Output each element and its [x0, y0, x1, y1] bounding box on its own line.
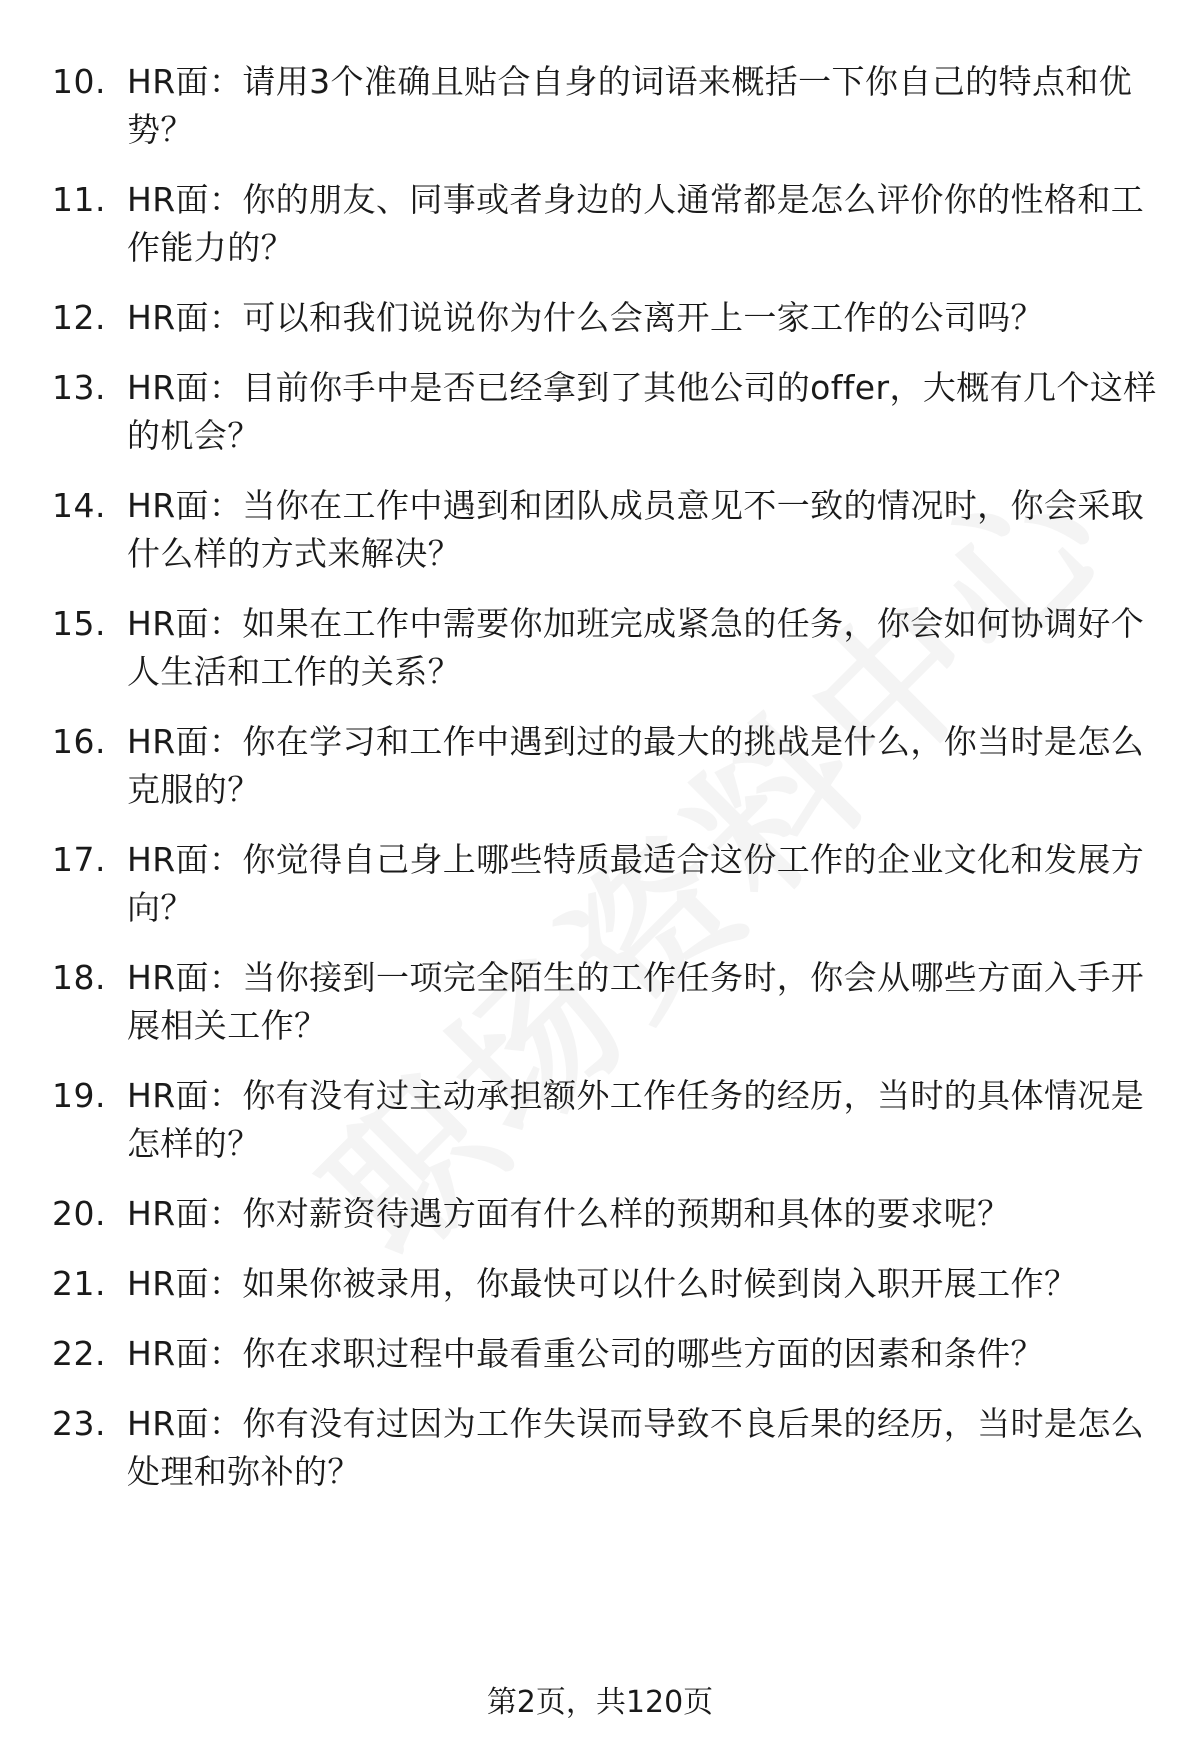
question-text: HR面：目前你手中是否已经拿到了其他公司的offer，大概有几个这样的机会？ [127, 368, 1157, 455]
question-text: HR面：如果你被录用，你最快可以什么时候到岗入职开展工作？ [127, 1264, 1078, 1303]
question-number: 16. [52, 722, 106, 761]
question-list [0, 58, 1200, 1518]
list-item [0, 482, 1200, 578]
list-item [0, 1260, 1200, 1308]
list-item [0, 364, 1200, 460]
list-item [0, 58, 1200, 154]
question-number: 20. [52, 1194, 106, 1233]
question-number: 10. [52, 62, 106, 101]
question-text: HR面：你在求职过程中最看重公司的哪些方面的因素和条件？ [127, 1334, 1044, 1373]
list-item [0, 1400, 1200, 1496]
question-number: 11. [52, 180, 106, 219]
list-item [0, 1330, 1200, 1378]
list-item [0, 1072, 1200, 1168]
page-indicator: 第2页，共120页 [486, 1685, 714, 1720]
question-number: 14. [52, 486, 106, 525]
question-text: HR面：当你接到一项完全陌生的工作任务时，你会从哪些方面入手开展相关工作？ [127, 958, 1145, 1045]
question-text: HR面：你有没有过因为工作失误而导致不良后果的经历，当时是怎么处理和弥补的？ [127, 1404, 1145, 1491]
question-text: HR面：你的朋友、同事或者身边的人通常都是怎么评价你的性格和工作能力的？ [127, 180, 1145, 267]
question-text: HR面：如果在工作中需要你加班完成紧急的任务，你会如何协调好个人生活和工作的关系？ [127, 604, 1145, 691]
list-item [0, 836, 1200, 932]
question-number: 12. [52, 298, 106, 337]
question-text: HR面：你觉得自己身上哪些特质最适合这份工作的企业文化和发展方向？ [127, 840, 1145, 927]
list-item [0, 1190, 1200, 1238]
question-text: HR面：你对薪资待遇方面有什么样的预期和具体的要求呢？ [127, 1194, 1011, 1233]
list-item [0, 718, 1200, 814]
question-number: 17. [52, 840, 106, 879]
question-number: 21. [52, 1264, 106, 1303]
question-number: 18. [52, 958, 106, 997]
question-text: HR面：可以和我们说说你为什么会离开上一家工作的公司吗？ [127, 298, 1044, 337]
list-item [0, 294, 1200, 342]
question-number: 13. [52, 368, 106, 407]
list-item [0, 176, 1200, 272]
question-number: 22. [52, 1334, 106, 1373]
question-text: HR面：请用3个准确且贴合自身的词语来概括一下你自己的特点和优势？ [127, 62, 1133, 149]
list-item [0, 600, 1200, 696]
question-text: HR面：当你在工作中遇到和团队成员意见不一致的情况时，你会采取什么样的方式来解决？ [127, 486, 1145, 573]
question-text: HR面：你在学习和工作中遇到过的最大的挑战是什么，你当时是怎么克服的？ [127, 722, 1145, 809]
list-item [0, 954, 1200, 1050]
question-number: 23. [52, 1404, 106, 1443]
question-number: 19. [52, 1076, 106, 1115]
question-number: 15. [52, 604, 106, 643]
question-text: HR面：你有没有过主动承担额外工作任务的经历，当时的具体情况是怎样的？ [127, 1076, 1145, 1163]
